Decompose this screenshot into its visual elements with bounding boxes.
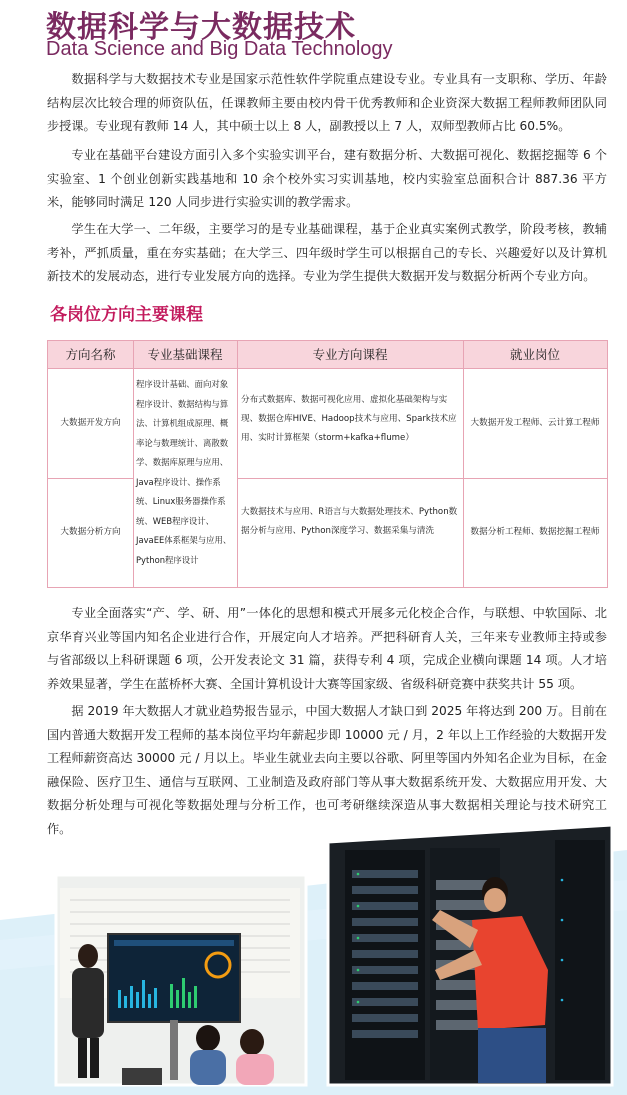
- table-row: [48, 478, 133, 587]
- table-row: [48, 368, 133, 478]
- courses-section-title: 各岗位方向主要课程: [50, 305, 203, 325]
- header-major-courses: 专业方向课程: [312, 347, 388, 362]
- courses-table: [47, 340, 608, 588]
- major-courses-analysis: 大数据技术与应用、R语言与大数据处理技术、Python数据分析与应用、Python深度学习、数据采集与清洗: [241, 507, 458, 536]
- jobs-analysis: 数据分析工程师、数据挖掘工程师: [470, 527, 600, 537]
- page-subtitle: Data Science and Big Data Technology: [46, 38, 393, 60]
- jobs-cell-analysis: [463, 478, 607, 587]
- major-courses-dev: 分布式数据库、数据可视化应用、虚拟化基础架构与实现、数据仓库HIVE、Hadoop技术与应用、Spark技术应用、实时计算框架（storm+kafka+flume）: [241, 395, 457, 443]
- header-direction: 方向名称: [65, 347, 116, 362]
- jobs-dev: 大数据开发工程师、云计算工程师: [470, 417, 600, 428]
- server-room-photo: [328, 825, 612, 1085]
- jobs-cell-dev: [463, 368, 607, 478]
- intro-paragraph-study: 学生在大学一、二年级，主要学习的是专业基础课程，基于企业真实案例式教学，阶段考核，教辅考补，严抓质量，重在夯实基础；在大学三、四年级时学生可以根据自己的专长、兴趣爱好以及计算机新技术的发展动态，进行专业发展方向的选择。专业为学生提供大数据开发与数据分析两个专业方向。: [47, 222, 607, 283]
- photo-collage: [0, 820, 627, 1095]
- header-basic-courses: 专业基础课程: [147, 347, 223, 362]
- intro-paragraph-faculty: 数据科学与大数据技术专业是国家示范性软件学院重点建设专业。专业具有一支职称、学历、年龄结构层次比较合理的师资队伍，任课教师主要由校内骨干优秀教师和企业资深大数据工程师教师团队同步授课。专业现有教师 14 人，其中硕士以上 8 人，副教授以上 7 人，双师型教师占比 60.5%。: [47, 72, 607, 133]
- direction-analysis: 大数据分析方向: [60, 527, 121, 537]
- cooperation-paragraph: 专业全面落实“产、学、研、用”一体化的思想和模式开展多元化校企合作，与联想、中软国际、北京华育兴业等国内知名企业进行合作，开展定向人才培养。严把科研育人关，三年来专业教师主持或参与省部级以上科研课题 6 项，公开发表论文 31 篇，获得专利 4 项，完成企业横向课题 14 项。人才培养效果显著，学生在蓝桥杯大赛、全国计算机设计大赛等国家级、省级科研竞赛中获奖共计 55 项。: [47, 606, 607, 691]
- classroom-photo: [56, 875, 306, 1085]
- direction-dev: 大数据开发方向: [60, 417, 121, 428]
- intro-paragraph-labs: 专业在基础平台建设方面引入多个实验实训平台，建有数据分析、大数据可视化、数据挖掘等 6 个实验室、1 个创业创新实践基地和 10 余个校外实习实训基地，校内实验室总面积合计 887.36 平方米，能够同时满足 120 人同步进行实验实训的教学需求。: [47, 148, 607, 209]
- shared-basic-courses: 程序设计基础、面向对象程序设计、数据结构与算法、计算机组成原理、概率论与数理统计、离散数学、数据库原理与应用、Java程序设计、操作系统、Linux服务器操作系统、WEB程序设计、JavaEE体系框架与应用、Python程序设计: [136, 379, 232, 565]
- page-title: 数据科学与大数据技术: [46, 10, 356, 45]
- header-jobs: 就业岗位: [509, 347, 560, 362]
- employment-paragraph: 据 2019 年大数据人才就业趋势报告显示，中国大数据人才缺口到 2025 年将达到 200 万。目前在国内普通大数据开发工程师的基本岗位平均年薪起步即 10000 元 / 月，2 年以上工作经验的大数据开发工程师薪资高达 30000 元 / 月以上。毕业生就业去向主要以谷歌、阿里等国内外知名企业为目标，在金融保险、医疗卫生、通信与互联网、工业制造及政府部门等从事大数据系统开发、大数据应用开发、大数据分析处理与可视化等数据处理与分析工作，也可考研继续深造从事大数据相关理论与技术研究工作。: [47, 704, 607, 836]
